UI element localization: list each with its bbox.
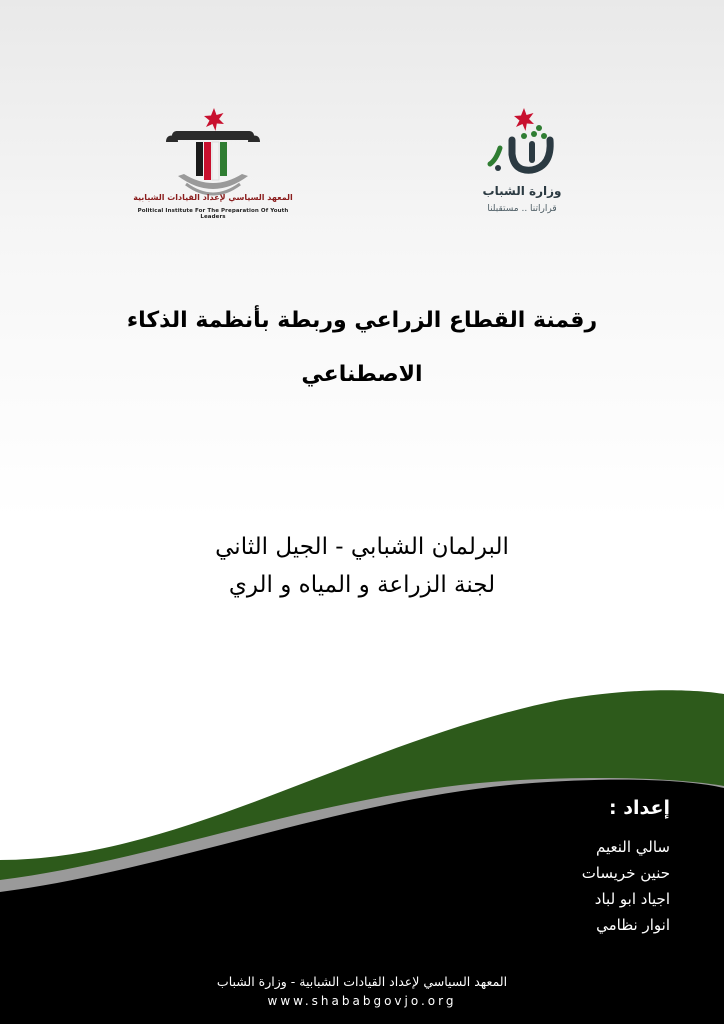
author-name: اجياد ابو لباد [594, 890, 670, 908]
footer-website-link[interactable]: www.shababgovjo.org [267, 994, 457, 1008]
star-icon [204, 108, 224, 131]
report-title-line-2: الاصطناعي [301, 362, 423, 387]
star-icon [514, 108, 534, 131]
ministry-name-ar: وزارة الشباب [482, 184, 562, 198]
prepared-by-label: إعداد : [609, 797, 670, 819]
author-name: انوار نظامي [596, 916, 670, 934]
ministry-slogan: قراراتنا .. مستقبلنا [487, 204, 557, 214]
footer-organization: المعهد السياسي لإعداد القيادات الشبابية - وزارة الشباب [216, 974, 508, 989]
parliament-subtitle: البرلمان الشبابي - الجيل الثاني [215, 534, 509, 560]
report-title-line-1: رقمنة القطاع الزراعي وربطة بأنظمة الذكاء [126, 308, 598, 333]
institute-name-ar: المعهد السياسي لإعداد القيادات الشبابية [133, 193, 293, 202]
author-name: سالي النعيم [596, 838, 670, 856]
committee-subtitle: لجنة الزراعة و المياه و الري [228, 572, 496, 598]
author-name: حنين خريسات [581, 864, 670, 882]
political-institute-logo [128, 104, 298, 224]
institute-name-en: Political Institute For The Preparation Of Youth Leaders [137, 208, 289, 220]
